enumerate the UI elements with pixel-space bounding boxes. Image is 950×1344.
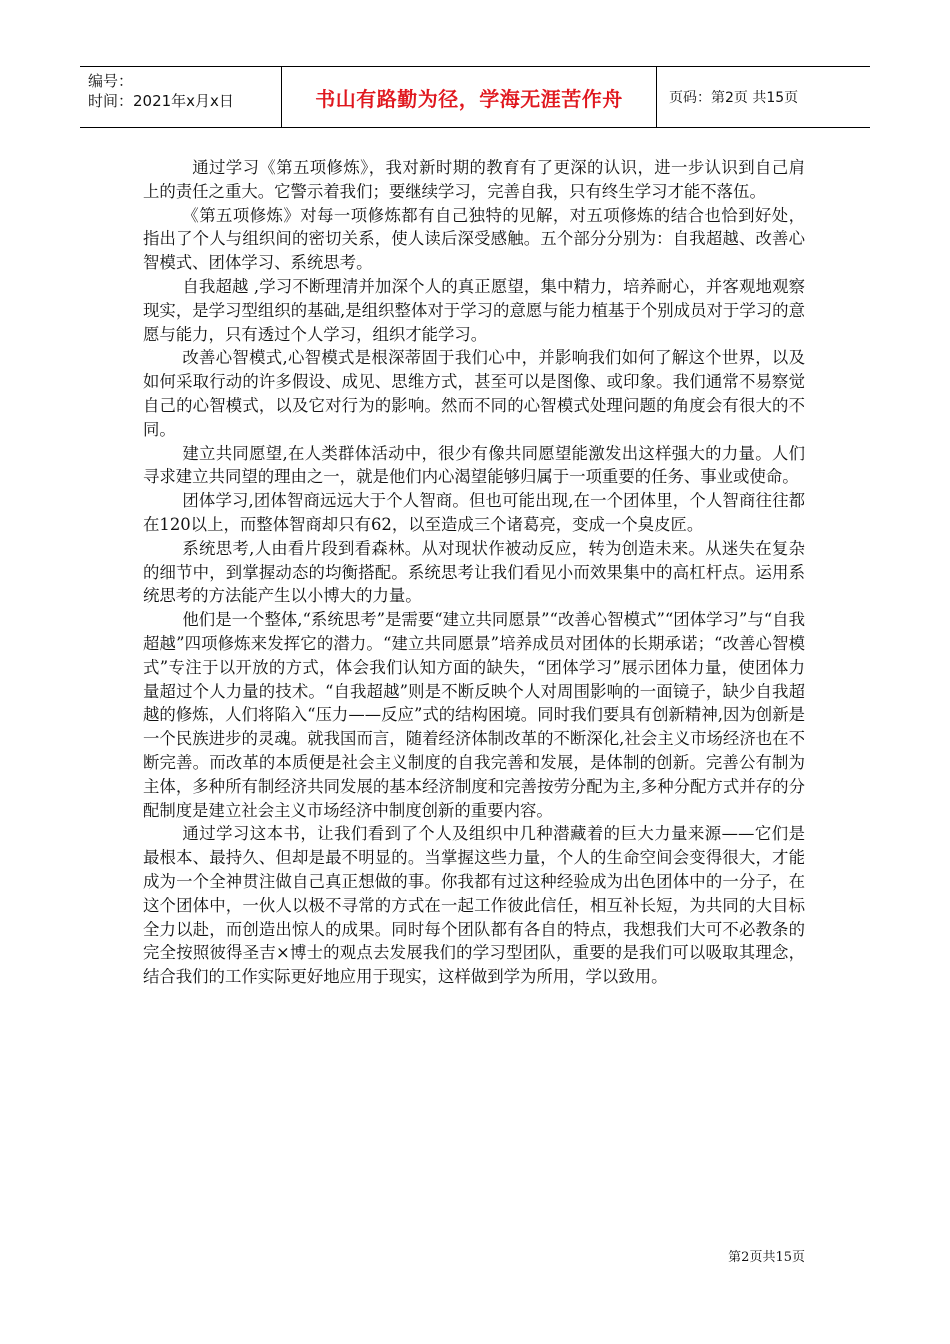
document-number-label: 编号： xyxy=(88,72,134,90)
document-date: 时间：2021年x月x日 xyxy=(88,92,234,110)
paragraph: 系统思考,人由看片段到看森林。从对现状作被动反应，转为创造未来。从迷失在复杂的细节中，到掌握动态的均衡搭配。系统思考让我们看见小而效果集中的高杠杆点。运用系统思考的方法能产生以小博大的力量。 xyxy=(143,538,805,606)
header-page-info: 页码：第2页 共15页 xyxy=(669,90,799,106)
paragraph: 通过学习《第五项修炼》，我对新时期的教育有了更深的认识，进一步认识到自己肩上的责任之重大。它警示着我们；要继续学习，完善自我，只有终生学习才能不落伍。 xyxy=(143,158,805,201)
header-motto: 书山有路勤为径，学海无涯苦作舟 xyxy=(282,67,657,127)
header-meta xyxy=(80,67,282,127)
paragraph: 他们是一个整体,“系统思考”是需要“建立共同愿景”“改善心智模式”“团体学习”与“自我超越”四项修炼来发挥它的潜力。“建立共同愿景”培养成员对团体的长期承诺；“改善心智模式”专注于以开放的方式，体会我们认知方面的缺失，“团体学习”展示团体力量，使团体力量超过个人力量的技术。“自我超越”则是不断反映个人对周围影响的一面镜子，缺少自我超越的修炼，人们将陷入“压力——反应”式的结构困境。同时我们要具有创新精神,因为创新是一个民族进步的灵魂。就我国而言，随着经济体制改革的不断深化,社会主义市场经济也在不断完善。而改革的本质便是社会主义制度的自我完善和发展，是体制的创新。完善公有制为主体，多种所有制经济共同发展的基本经济制度和完善按劳分配为主,多种分配方式并存的分配制度是建立社会主义市场经济中制度创新的重要内容。 xyxy=(143,610,805,820)
paragraph: 建立共同愿望,在人类群体活动中，很少有像共同愿望能激发出这样强大的力量。人们寻求建立共同望的理由之一，就是他们内心渴望能够归属于一项重要的任务、事业或使命。 xyxy=(143,443,805,487)
paragraph: 自我超越 ,学习不断理清并加深个人的真正愿望，集中精力，培养耐心，并客观地观察现实，是学习型组织的基础,是组织整体对于学习的意愿与能力植基于个别成员对于学习的意愿与能力，只有透过个人学习，组织才能学习。 xyxy=(143,276,805,344)
paragraph: 团体学习,团体智商远远大于个人智商。但也可能出现,在一个团体里，个人智商往往都在120以上，而整体智商却只有62，以至造成三个诸葛亮，变成一个臭皮匠。 xyxy=(143,491,805,534)
paragraph: 改善心智模式,心智模式是根深蒂固于我们心中，并影响我们如何了解这个世界，以及如何采取行动的许多假设、成见、思维方式，甚至可以是图像、或印象。我们通常不易察觉自己的心智模式，以及它对行为的影响。然而不同的心智模式处理问题的角度会有很大的不同。 xyxy=(143,348,805,439)
paragraph: 《第五项修炼》对每一项修炼都有自己独特的见解，对五项修炼的结合也恰到好处，指出了个人与组织间的密切关系，使人读后深受感触。五个部分分别为：自我超越、改善心智模式、团体学习、系统思考。 xyxy=(143,205,805,273)
page-header xyxy=(80,66,870,128)
paragraph: 通过学习这本书，让我们看到了个人及组织中几种潜藏着的巨大力量来源——它们是最根本、最持久、但却是最不明显的。当掌握这些力量，个人的生命空间会变得很大，才能成为一个全神贯注做自己真正想做的事。你我都有过这种经验成为出色团体中的一分子，在这个团体中，一伙人以极不寻常的方式在一起工作彼此信任，相互补长短，为共同的大目标全力以赴，而创造出惊人的成果。同时每个团队都有各自的特点，我想我们大可不必教条的完全按照彼得圣吉×博士的观点去发展我们的学习型团队，重要的是我们可以吸取其理念，结合我们的工作实际更好地应用于现实，这样做到学为所用，学以致用。 xyxy=(143,824,805,987)
page-footer: 第2页共15页 xyxy=(728,1250,805,1265)
document-body xyxy=(143,156,805,989)
